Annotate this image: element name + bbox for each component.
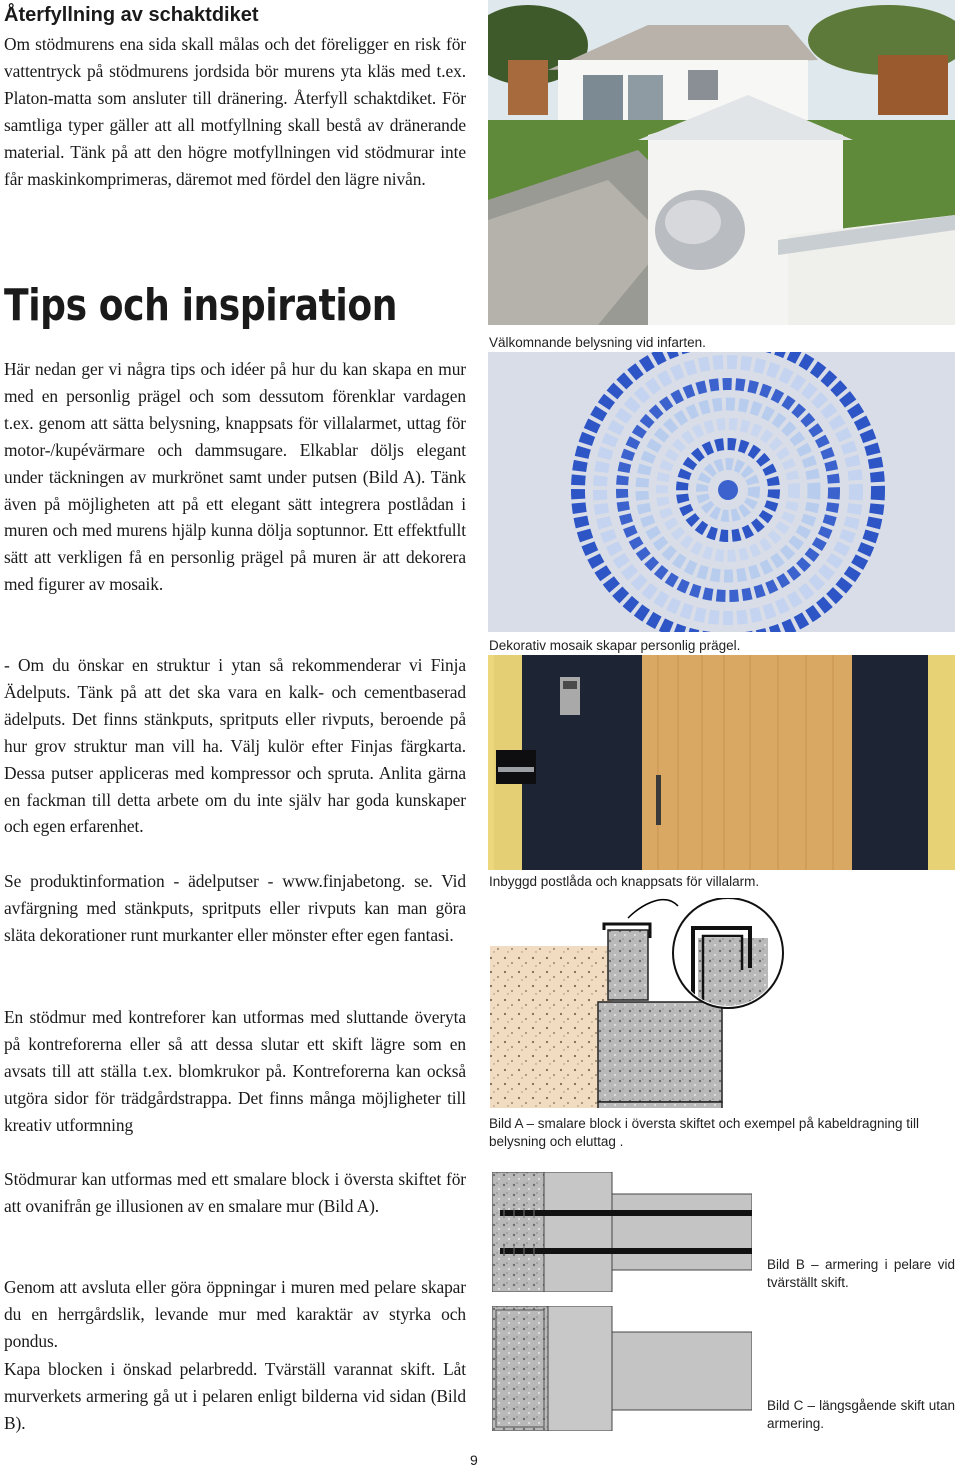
photo-mailbox-door: [488, 655, 955, 870]
caption-bild-b: Bild B – armering i pelare vid tvärställt skift.: [767, 1257, 955, 1290]
paragraph-backfill: Om stödmurens ena sida skall målas och det föreligger en risk för vattentryck på stödmurens jordsida bör murens yta kläs med t.ex. Platon-matta som ansluter till dränering. Återfyll schaktdiket. För samtliga typer gäller att all motfyllning skall bestå av dränerande material. Tänk på att den högre motfyllningen vid stödmurar inte får maskinkomprimeras, däremot med fördel den lägre nivån.: [4, 34, 466, 189]
caption-photo-lighting: Välkomnande belysning vid infarten.: [489, 335, 706, 350]
caption-photo-mailbox: Inbyggd postlåda och knappsats för villalarm.: [489, 874, 760, 889]
diagram-bild-b: [492, 1172, 752, 1292]
caption-photo-mosaic: Dekorativ mosaik skapar personlig prägel.: [489, 638, 741, 653]
paragraph-product-info: Se produktinformation - ädelputser - www.finjabetong. se. Vid avfärgning med stänkputs, spritputs eller rivputs kan man göra släta dekorationer runt murkanter eller mönster efter egen fantasi.: [4, 871, 466, 945]
diagram-bild-c: [492, 1306, 752, 1431]
section-heading-backfill: Återfyllning av schaktdiket: [4, 4, 259, 26]
paragraph-pillars: Genom att avsluta eller göra öppningar i muren med pelare skapar du en herrgårdslik, levande mur med karaktär av styrka och pondus.: [4, 1277, 466, 1351]
photo-entrance-lighting: [488, 0, 955, 325]
paragraph-tips-intro: Här nedan ger vi några tips och idéer på hur du kan skapa en mur med en personlig prägel och som dessutom förenklar vardagen t.ex. genom att sätta belysning, knappsats för villalarmet, uttag för motor-/kupévärmare och dammsugare. Elkablar döljs elegant under täckningen av murkrönet samt under putsen (Bild A). Tänk även på möjligheten att på ett elegant sätt integrera postlådan i muren och med murens hjälp kunna dölja soptunnor. Ett effektfullt sätt att verkligen få en personlig prägel på muren är att dekorera med figurer av mosaik.: [4, 359, 466, 595]
photo-mosaic: [488, 352, 955, 632]
paragraph-finja-puts: - Om du önskar en struktur i ytan så rekommenderar vi Finja Ädelputs. Tänk på att det ska vara en kalk- och cementbaserad ädelputs. Det finns stänkputs, spritputs eller rivputs, beroende på hur grov struktur man vill ha. Välj kulör efter Finjas färgkarta. Dessa putser appliceras med kompressor och spruta. Anlita gärna en fackman till detta arbete om du inte själv har goda kunskaper och egen erfarenhet.: [4, 655, 466, 837]
caption-bild-c: Bild C – längsgående skift utan armering.: [767, 1398, 955, 1431]
page-number: 9: [470, 1452, 478, 1468]
paragraph-narrow-block: Stödmurar kan utformas med ett smalare block i översta skiftet för att ovanifrån ge illusionen av en smalare mur (Bild A).: [4, 1169, 466, 1216]
paragraph-cut-blocks: Kapa blocken i önskad pelarbredd. Tvärställ varannat skift. Låt murverkets armering gå ut i pelaren enligt bilderna vid sidan (Bild B).: [4, 1359, 466, 1433]
paragraph-kontreforer: En stödmur med kontreforer kan utformas med sluttande överyta på kontreforerna eller så att dessa slutar ett skift lägre som en avsats till att ställa t.ex. blomkrukor på. Kontreforerna kan också utgöra sidor för trädgårdstrappa. Det finns många möjligheter till kreativ utformning: [4, 1007, 466, 1135]
diagram-bild-a: [488, 898, 958, 1108]
section-heading-tips: Tips och inspiration: [4, 280, 398, 331]
caption-bild-a: Bild A – smalare block i översta skiftet och exempel på kabeldragning till belysning och eluttag .: [489, 1116, 919, 1149]
